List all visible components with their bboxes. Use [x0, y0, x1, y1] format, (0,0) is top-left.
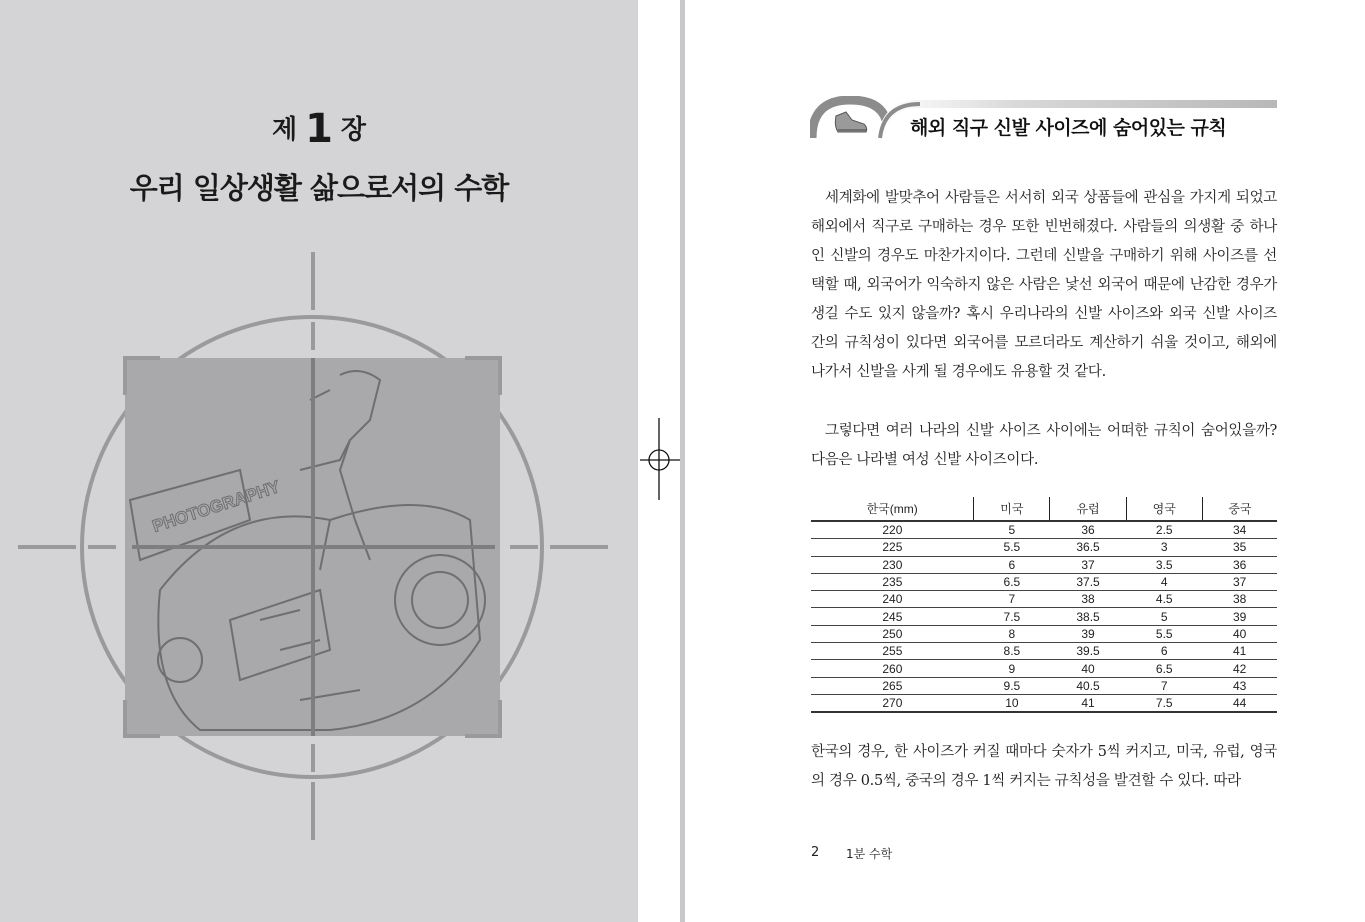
- paragraph-question: [811, 417, 1277, 475]
- column-header-us: 미국: [974, 497, 1050, 521]
- table-cell: 270: [811, 694, 974, 712]
- table-cell: 40: [1202, 625, 1277, 642]
- table-cell: 6: [1126, 643, 1202, 660]
- table-cell: 240: [811, 591, 974, 608]
- table-cell: 235: [811, 573, 974, 590]
- table-row: [811, 521, 1277, 539]
- column-header-uk: 영국: [1126, 497, 1202, 521]
- paragraph-intro: [811, 184, 1277, 387]
- sneaker-icon: [835, 112, 866, 132]
- table-cell: 250: [811, 625, 974, 642]
- table-cell: 35: [1202, 539, 1277, 556]
- chapter-prefix: 제: [271, 115, 298, 145]
- table-cell: 40: [1050, 660, 1126, 677]
- illustration-caption: PHOTOGRAPHY: [150, 476, 283, 537]
- table-cell: 230: [811, 556, 974, 573]
- page-number: 2: [811, 845, 820, 860]
- table-cell: 39: [1050, 625, 1126, 642]
- table-cell: 38.5: [1050, 608, 1126, 625]
- table-cell: 37: [1202, 573, 1277, 590]
- table-row: [811, 643, 1277, 660]
- table-cell: 6: [974, 556, 1050, 573]
- table-cell: 4: [1126, 573, 1202, 590]
- table-cell: 255: [811, 643, 974, 660]
- table-row: [811, 591, 1277, 608]
- section-title: 해외 직구 신발 사이즈에 숨어있는 규칙: [910, 117, 1227, 139]
- table-cell: 220: [811, 521, 974, 539]
- table-row: [811, 694, 1277, 712]
- left-page: [0, 0, 638, 922]
- table-cell: 39: [1202, 608, 1277, 625]
- table-row: [811, 608, 1277, 625]
- chapter-number: [0, 106, 638, 152]
- column-header-europe: 유럽: [1050, 497, 1126, 521]
- table-row: [811, 556, 1277, 573]
- table-cell: 41: [1050, 694, 1126, 712]
- table-cell: 6.5: [1126, 660, 1202, 677]
- table-cell: 5: [1126, 608, 1202, 625]
- table-cell: 37: [1050, 556, 1126, 573]
- table-cell: 9.5: [974, 677, 1050, 694]
- table-cell: 5.5: [974, 539, 1050, 556]
- table-cell: 36.5: [1050, 539, 1126, 556]
- crosshair-photographer-illustration: [0, 240, 638, 840]
- table-cell: 5: [974, 521, 1050, 539]
- table-row: [811, 660, 1277, 677]
- table-cell: 38: [1050, 591, 1126, 608]
- table-cell: 39.5: [1050, 643, 1126, 660]
- paragraph-intro-text: 세계화에 발맞추어 사람들은 서서히 외국 상품들에 관심을 가지게 되었고 해외에서 직구로 구매하는 경우 또한 빈번해졌다. 사람들의 의생활 중 하나인 신발의 경우도 마찬가지이다. 그런데 신발을 구매하기 위해 사이즈를 선택할 때, 외국어가 익숙하지 않은 사람은 낯선 외국어 때문에 난감한 경우가 생길 수도 있지 않을까? 혹시 우리나라의 신발 사이즈와 외국 신발 사이즈 간의 규칙성이 있다면 외국어를 모르더라도 계산하기 쉬울 것이고, 해외에 나가서 신발을 사게 될 경우에도 유용할 것 같다.: [811, 190, 1277, 380]
- paragraph-question-text: 그렇다면 여러 나라의 신발 사이즈 사이에는 어떠한 규칙이 숨어있을까? 다음은 나라별 여성 신발 사이즈이다.: [811, 423, 1277, 468]
- table-cell: 10: [974, 694, 1050, 712]
- table-cell: 7.5: [1126, 694, 1202, 712]
- table-cell: 7: [1126, 677, 1202, 694]
- shoe-size-table: [811, 497, 1277, 713]
- table-row: [811, 677, 1277, 694]
- table-header-row: [811, 497, 1277, 521]
- column-header-china: 중국: [1202, 497, 1277, 521]
- table-cell: 7: [974, 591, 1050, 608]
- table-cell: 6.5: [974, 573, 1050, 590]
- chapter-title: 우리 일상생활 삶으로서의 수학: [129, 171, 509, 205]
- table-cell: 265: [811, 677, 974, 694]
- table-cell: 7.5: [974, 608, 1050, 625]
- paragraph-conclusion: 한국의 경우, 한 사이즈가 커질 때마다 숫자가 5씩 커지고, 미국, 유럽, 영국의 경우 0.5씩, 중국의 경우 1씩 커지는 규칙성을 발견할 수 있다. 따라: [811, 744, 1277, 789]
- table-cell: 260: [811, 660, 974, 677]
- table-cell: 225: [811, 539, 974, 556]
- column-header-korea: 한국(mm): [811, 497, 974, 521]
- table-cell: 8: [974, 625, 1050, 642]
- table-cell: 5.5: [1126, 625, 1202, 642]
- table-cell: 40.5: [1050, 677, 1126, 694]
- table-cell: 36: [1050, 521, 1126, 539]
- table-cell: 36: [1202, 556, 1277, 573]
- table-body: [811, 521, 1277, 712]
- chapter-number-digit: 1: [305, 106, 333, 152]
- table-cell: 34: [1202, 521, 1277, 539]
- running-footer-title: 1분 수학: [846, 847, 893, 861]
- table-cell: 41: [1202, 643, 1277, 660]
- table-cell: 245: [811, 608, 974, 625]
- table-cell: 3.5: [1126, 556, 1202, 573]
- table-cell: 43: [1202, 677, 1277, 694]
- chapter-suffix: 장: [340, 115, 367, 145]
- table-cell: 3: [1126, 539, 1202, 556]
- table-cell: 44: [1202, 694, 1277, 712]
- table-row: [811, 539, 1277, 556]
- table-cell: 2.5: [1126, 521, 1202, 539]
- table-cell: 9: [974, 660, 1050, 677]
- table-row: [811, 573, 1277, 590]
- table-cell: 38: [1202, 591, 1277, 608]
- table-cell: 8.5: [974, 643, 1050, 660]
- table-row: [811, 625, 1277, 642]
- table-cell: 42: [1202, 660, 1277, 677]
- table-cell: 37.5: [1050, 573, 1126, 590]
- table-cell: 4.5: [1126, 591, 1202, 608]
